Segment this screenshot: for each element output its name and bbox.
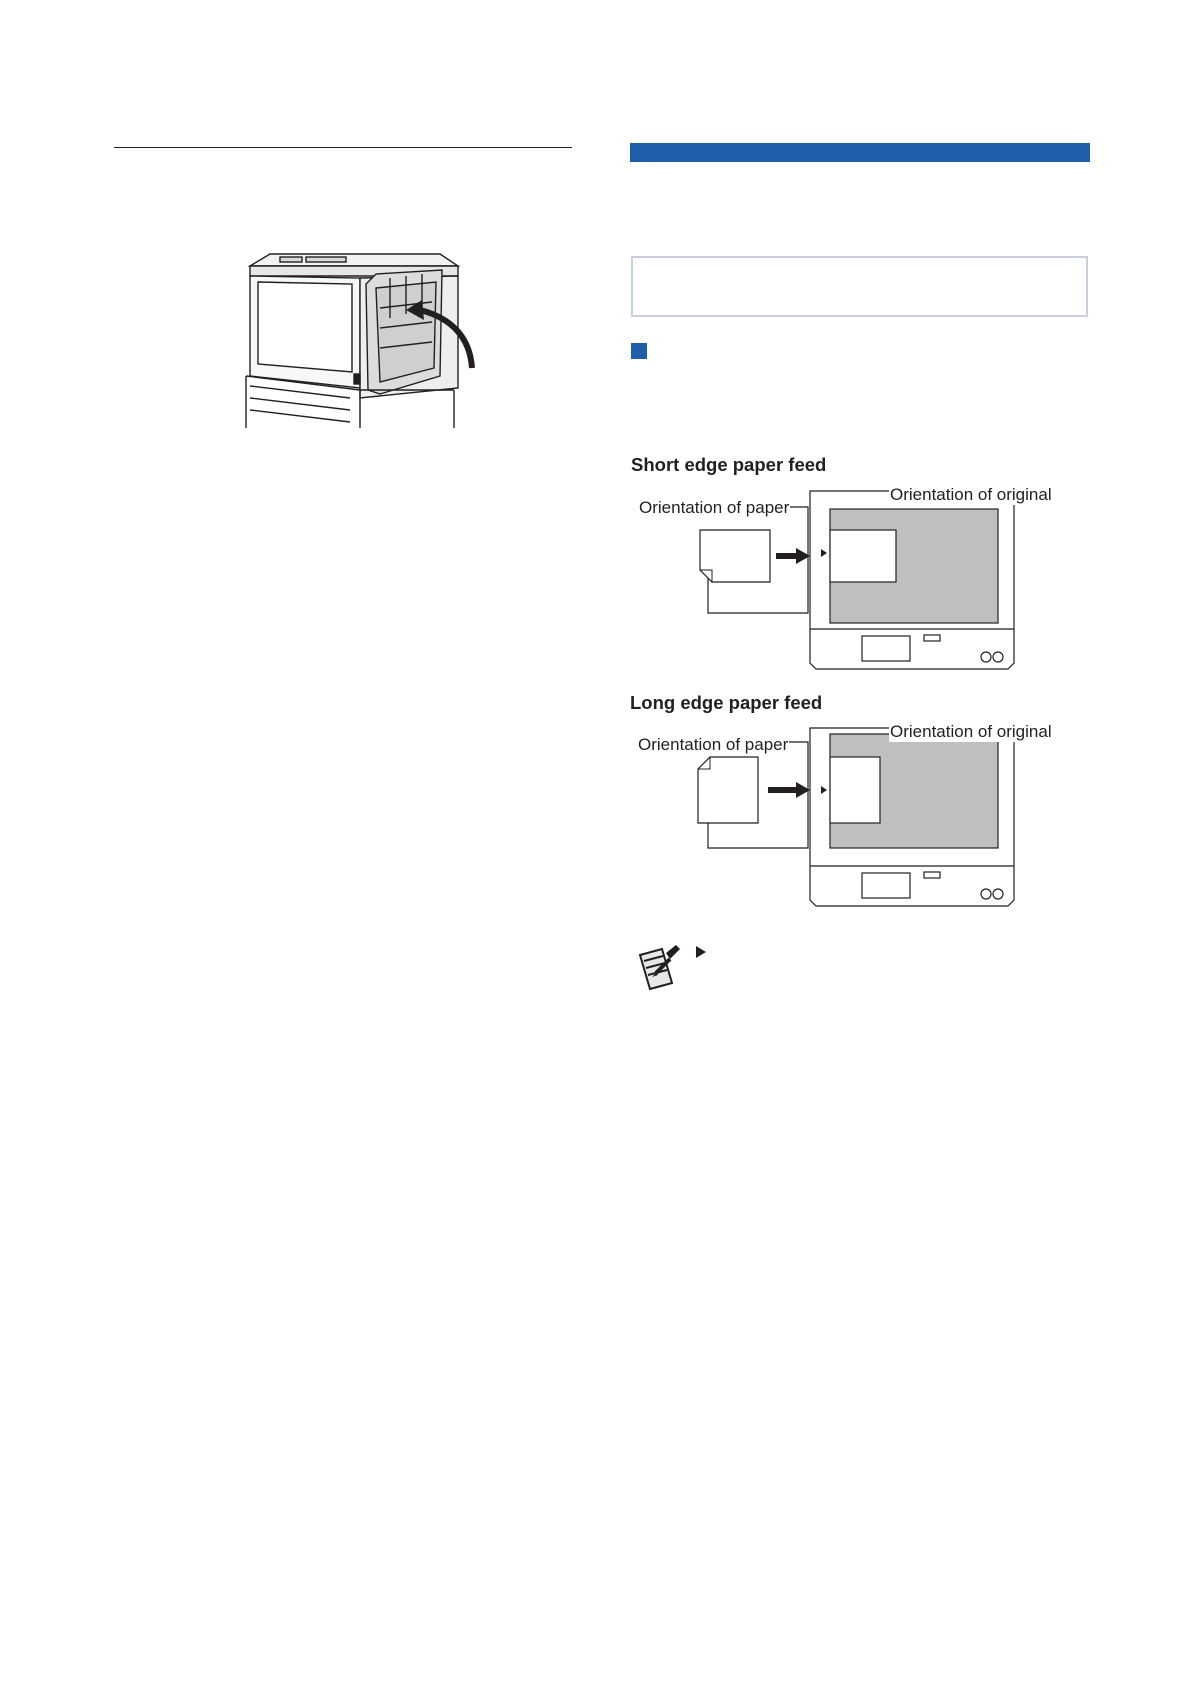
subsection-bullet	[631, 343, 647, 359]
placed-original	[830, 530, 896, 582]
long-edge-heading: Long edge paper feed	[630, 692, 823, 713]
short-edge-feed-diagram	[630, 485, 1090, 675]
long-edge-feed-diagram	[630, 722, 1090, 912]
triangle-pointer-icon	[696, 946, 706, 958]
paper-sheet	[700, 530, 770, 582]
printer-paper-tray-illustration	[240, 248, 502, 428]
original-position-marker	[821, 549, 827, 557]
original-orientation-label: Orientation of original	[890, 722, 1052, 741]
original-orientation-label: Orientation of original	[890, 485, 1052, 504]
short-edge-heading: Short edge paper feed	[631, 454, 827, 475]
original-position-marker	[821, 786, 827, 794]
memo-pencil-icon	[636, 943, 682, 993]
paper-sheet	[698, 757, 758, 823]
section-header-bar	[630, 143, 1090, 162]
paper-orientation-label: Orientation of paper	[639, 498, 790, 517]
section-divider-rule	[114, 147, 572, 148]
note-box	[631, 256, 1088, 317]
paper-orientation-label: Orientation of paper	[638, 735, 789, 754]
placed-original	[830, 757, 880, 823]
